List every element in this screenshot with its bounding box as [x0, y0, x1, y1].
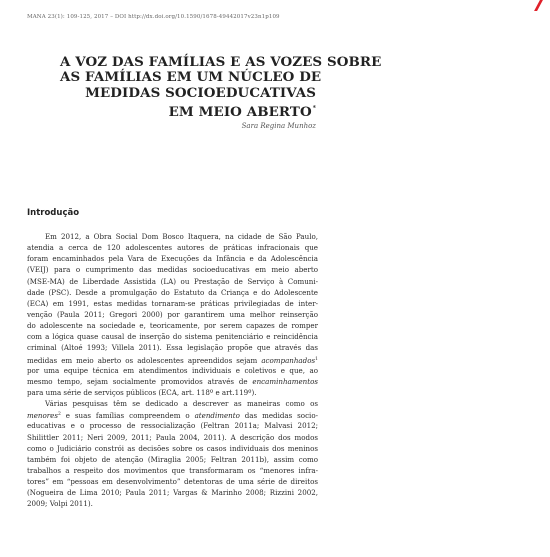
body-line: (MSE-MA) de Liberdade Assistida (LA) ou Prestação de Serviço à Comuni-: [27, 276, 318, 286]
corner-mark: [534, 0, 543, 11]
line-text: das medidas socio-: [239, 411, 318, 421]
article-title: [60, 54, 382, 121]
footnote-ref: 1: [315, 356, 318, 362]
author-name: Sara Regina Munhoz: [241, 122, 316, 130]
body-line: [27, 387, 318, 398]
title-line: AS FAMÍLIAS EM UM NÚCLEO DE: [60, 69, 322, 86]
line-text: medidas em meio aberto os adolescentes apreendidos sejam: [27, 355, 262, 365]
italic-term: menores: [27, 411, 58, 421]
title-line: MEDIDAS SOCIOEDUCATIVAS: [85, 84, 316, 101]
body-line: foram encaminhados pela Vara de Execuções da Infância e da Adolescência: [27, 254, 318, 264]
italic-term: encaminhamentos: [252, 376, 318, 386]
body-line: venção (Paula 2011; Gregori 2000) por garantirem uma melhor reinserção: [27, 309, 318, 319]
line-text: 2009; Volpi 2011).: [27, 499, 93, 509]
body-line: atendia a cerca de 120 adolescentes autores de práticas infracionais que: [27, 243, 318, 253]
body-line: [27, 354, 318, 365]
body-line: Em 2012, a Obra Social Dom Bosco Itaquera, na cidade de São Paulo,: [45, 232, 318, 241]
body-line: [27, 409, 318, 420]
line-text: e suas famílias compreendem o: [60, 411, 195, 421]
body-line: criminal (Altoé 1993; Villela 2011). Essa legislação propõe que através das: [27, 343, 318, 353]
title-footnote-mark: *: [312, 105, 316, 113]
italic-term: acompanhados: [261, 355, 316, 365]
journal-citation: MANA 23(1): 109-125, 2017 – DOI http://dx.doi.org/10.1590/1678-49442017v23n1p109: [27, 14, 280, 20]
body-line: dade (PSC). Desde a promulgação do Estatuto da Criança e do Adolescente: [27, 287, 318, 297]
italic-term: atendimento: [194, 411, 240, 421]
title-line-text: EM MEIO ABERTO: [168, 104, 312, 121]
body-line: Shilittler 2011; Neri 2009, 2011; Paula 2004, 2011). A descrição dos modos: [27, 432, 318, 442]
body-line: [27, 498, 318, 509]
body-line: tores” em “pessoas em desenvolvimento” detentoras de uma série de direitos: [27, 477, 318, 487]
body-line: [27, 376, 318, 387]
article-body: [27, 231, 318, 510]
footnote-ref: 2: [58, 412, 61, 418]
line-text: Várias pesquisas têm se dedicado a descrever as maneiras como os: [45, 399, 318, 409]
body-line: trabalhos a respeito dos movimentos que transformaram os “menores infra-: [27, 465, 318, 475]
title-line-last: [60, 101, 316, 120]
body-line: por uma equipe técnica em atendimentos individuais e coletivos e que, ao: [27, 365, 318, 375]
body-line: (Nogueira de Lima 2010; Paula 2011; Vargas & Marinho 2008; Rizzini 2002,: [27, 488, 318, 498]
title-line: A VOZ DAS FAMÍLIAS E AS VOZES SOBRE: [60, 54, 382, 70]
body-line: com a lógica quase causal de inserção do sistema penitenciário e reincidência: [27, 332, 318, 342]
line-text: para uma série de serviços públicos (ECA, art. 118º e art.119º).: [27, 387, 257, 397]
body-line: do adolescente na sociedade e, teoricamente, por serem capazes de romper: [27, 321, 318, 331]
line-text: mesmo tempo, sejam socialmente promovidos através de: [27, 376, 253, 386]
body-line: [27, 398, 318, 409]
section-heading: Introdução: [27, 208, 80, 218]
body-line: educativas e o processo de ressocialização (Feltran 2011a; Malvasi 2012;: [27, 421, 318, 431]
body-line: como o Judiciário constrói as decisões sobre os casos individuais dos meninos: [27, 443, 318, 453]
body-line: (VEIJ) para o cumprimento das medidas socioeducativas em meio aberto: [27, 265, 318, 275]
body-line: (ECA) em 1991, estas medidas tornaram-se práticas privilegiadas de inter-: [27, 298, 318, 308]
body-line: também foi objeto de atenção (Miraglia 2005; Feltran 2011b), assim como: [27, 454, 318, 464]
